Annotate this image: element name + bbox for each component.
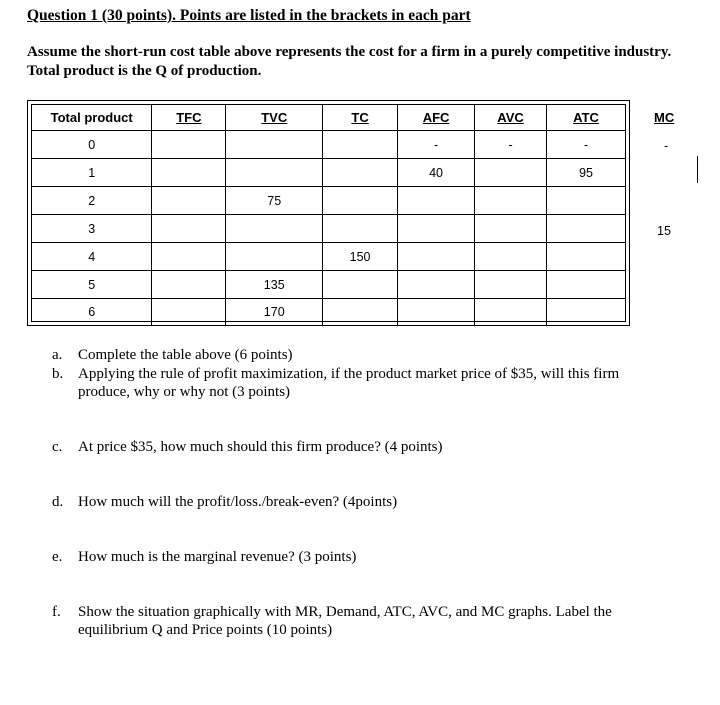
- table-cell: [398, 299, 475, 325]
- cost-table: [27, 100, 630, 326]
- table-cell: [226, 243, 323, 270]
- cell-text: TVC: [261, 110, 288, 125]
- question-b-text: Applying the rule of profit maximization, if the product market price of $35, will this firm produce, why or why not (3 points): [78, 366, 620, 400]
- table-cell: [323, 215, 398, 242]
- table-cell: [32, 243, 152, 270]
- table-row: [32, 131, 625, 159]
- question-intro: Assume the short-run cost table above represents the cost for a firm in a purely competitive industry. Total product is the Q of production.: [27, 44, 672, 79]
- table-cell: [547, 159, 625, 186]
- cell-text: ATC: [573, 110, 599, 125]
- table-row: [32, 271, 625, 299]
- cell-text: 2: [88, 193, 96, 208]
- question-a-text: Complete the table above (6 points): [78, 347, 293, 363]
- table-row: [32, 243, 625, 271]
- table-cell: [152, 159, 226, 186]
- table-cell: [152, 131, 226, 158]
- table-cell: [32, 299, 152, 325]
- question-title: Question 1 (30 points). Points are listed in the brackets in each part: [27, 7, 471, 24]
- table-header-cell: [152, 105, 226, 130]
- mc-dash: -: [664, 139, 669, 153]
- table-cell: [226, 271, 323, 298]
- question-a-label: a.: [52, 347, 63, 363]
- table-row: [32, 215, 625, 243]
- table-cell: [323, 131, 398, 158]
- mc-header: MC: [654, 110, 675, 125]
- table-cell: [398, 159, 475, 186]
- table-cell: [226, 215, 323, 242]
- table-row: [32, 159, 625, 187]
- table-cell: [226, 299, 323, 325]
- table-cell: [152, 243, 226, 270]
- table-cell: [398, 215, 475, 242]
- table-header-row: [32, 105, 625, 131]
- table-cell: [323, 299, 398, 325]
- question-a: [52, 346, 692, 364]
- cell-text: 6: [88, 305, 96, 319]
- table-cell: [547, 131, 625, 158]
- cell-text: AFC: [422, 110, 450, 125]
- question-f-label: f.: [52, 604, 61, 620]
- table-cell: [152, 271, 226, 298]
- table-cell: [398, 271, 475, 298]
- mc-value: 15: [657, 224, 671, 238]
- cell-text: 1: [88, 165, 96, 180]
- cell-text: Total product: [50, 110, 133, 125]
- table-cell: [323, 159, 398, 186]
- question-c-label: c.: [52, 439, 63, 455]
- question-d: [52, 493, 692, 511]
- cell-text: TC: [351, 110, 369, 125]
- cell-text: 150: [349, 249, 371, 264]
- cell-text: 3: [88, 221, 96, 236]
- table-cell: [398, 243, 475, 270]
- table-cell: [152, 187, 226, 214]
- mc-bar: [697, 156, 698, 183]
- table-header-cell: [475, 105, 547, 130]
- table-cell: [547, 215, 625, 242]
- table-cell: [398, 187, 475, 214]
- table-cell: [152, 215, 226, 242]
- table-cell: [32, 215, 152, 242]
- table-row: [32, 187, 625, 215]
- table-cell: [547, 271, 625, 298]
- table-row: [32, 299, 625, 325]
- table-cell: [152, 299, 226, 325]
- table-cell: [32, 271, 152, 298]
- table-cell: [226, 131, 323, 158]
- cell-text: 5: [88, 277, 96, 292]
- table-cell: [547, 243, 625, 270]
- question-f: [52, 603, 692, 639]
- question-e-label: e.: [52, 549, 63, 565]
- question-e: [52, 548, 692, 566]
- cell-text: 40: [429, 165, 443, 180]
- question-d-text: How much will the profit/loss./break-even? (4points): [78, 494, 398, 510]
- cell-text: -: [508, 137, 513, 152]
- table-cell: [475, 271, 547, 298]
- cell-text: 95: [579, 165, 593, 180]
- cell-text: AVC: [497, 110, 524, 125]
- table-cell: [226, 159, 323, 186]
- table-cell: [323, 243, 398, 270]
- question-c: [52, 438, 692, 456]
- table-cell: [475, 159, 547, 186]
- cell-text: -: [583, 137, 589, 152]
- table-cell: [547, 299, 625, 325]
- table-cell: [475, 187, 547, 214]
- table-header-cell: [32, 105, 152, 130]
- table-header-cell: [323, 105, 398, 130]
- table-cell: [547, 187, 625, 214]
- question-c-text: At price $35, how much should this firm produce? (4 points): [78, 439, 443, 455]
- table-header-cell: [398, 105, 475, 130]
- table-cell: [32, 187, 152, 214]
- cell-text: 4: [88, 249, 96, 264]
- table-cell: [398, 131, 475, 158]
- table-cell: [226, 187, 323, 214]
- table-cell: [323, 271, 398, 298]
- table-cell: [475, 131, 547, 158]
- cell-text: 75: [267, 193, 282, 208]
- cost-table-grid: [31, 104, 626, 322]
- cell-text: 170: [263, 305, 285, 319]
- table-cell: [32, 131, 152, 158]
- table-cell: [32, 159, 152, 186]
- cell-text: 135: [263, 277, 285, 292]
- cell-text: 0: [88, 137, 96, 152]
- question-b-label: b.: [52, 366, 64, 382]
- table-cell: [475, 299, 547, 325]
- table-cell: [323, 187, 398, 214]
- question-e-text: How much is the marginal revenue? (3 points): [78, 549, 357, 565]
- table-header-cell: [226, 105, 323, 130]
- table-header-cell: [547, 105, 625, 130]
- question-f-text: Show the situation graphically with MR, Demand, ATC, AVC, and MC graphs. Label the equilibrium Q and Price points (10 points): [78, 604, 612, 638]
- cell-text: TFC: [176, 110, 202, 125]
- question-b: [52, 365, 692, 401]
- table-cell: [475, 215, 547, 242]
- cell-text: -: [433, 137, 439, 152]
- question-d-label: d.: [52, 494, 64, 510]
- table-cell: [475, 243, 547, 270]
